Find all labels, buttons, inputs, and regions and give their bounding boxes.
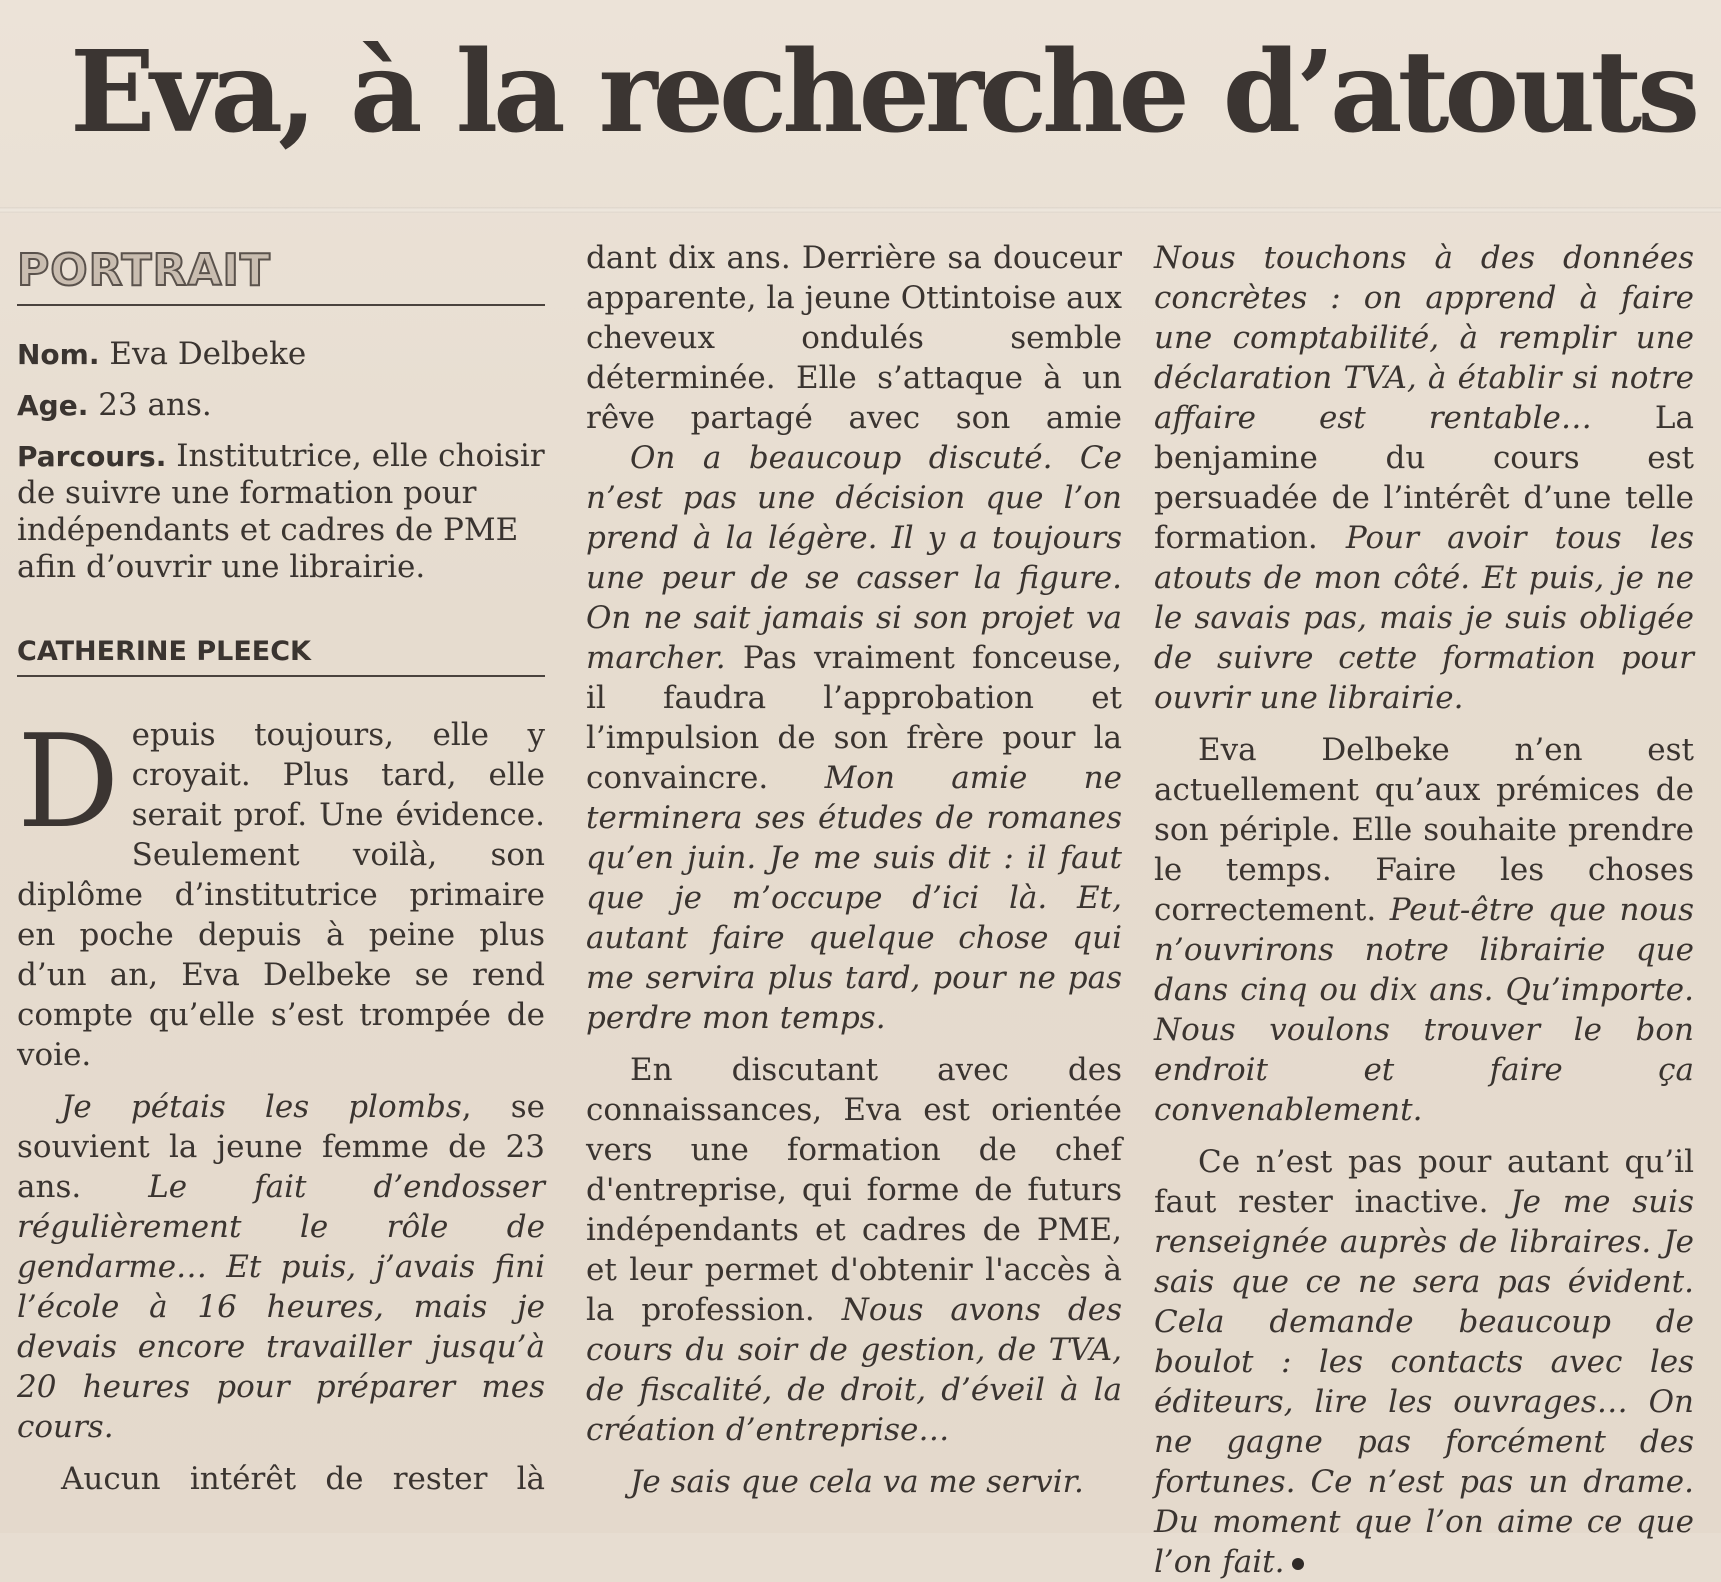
paragraph-7	[1154, 730, 1694, 1130]
quote: Pour avoir tous les atouts de mon côté. Et puis, je ne le savais pas, mais je suis obligée de suivre cette formation pour ouvrir une librairie.	[1154, 520, 1695, 716]
continued-paragraph-clip	[586, 238, 1122, 438]
paragraph-4	[586, 438, 1122, 1038]
quote: Je sais que cela va me servir.	[630, 1464, 1084, 1500]
paragraph-text: La benjamine du cours est persuadée de l’intérêt d’une telle formation.	[1154, 400, 1694, 556]
quote: Je pétais les plombs	[61, 1089, 462, 1125]
paragraph-1	[17, 708, 545, 1075]
paragraph-text: , se souvient la jeune femme de 23 ans.	[17, 1089, 545, 1205]
fact-key: Nom.	[17, 338, 100, 371]
paragraph-3	[17, 1459, 545, 1499]
paragraph-text: Aucun intérêt de rester là	[61, 1461, 545, 1497]
paragraph-text: Eva Delbeke n’en est actuellement qu’aux prémices de son périple. Elle souhaite prendre le temps. Faire les choses correctement.	[1154, 732, 1694, 928]
paper-fold	[0, 207, 1721, 213]
paragraph-6-continued	[1154, 238, 1694, 718]
paragraph-text: epuis toujours, elle y croyait. Plus tard, elle serait prof. Une évidence. Seulement voilà, son diplôme d’institutrice primaire en poche depuis à peine plus d’un an, Eva Delbeke se rend compte qu’elle s’est trompée de voie.	[17, 717, 545, 1073]
section-label: PORTRAIT	[17, 244, 545, 306]
paragraph-text: En discutant avec des connaissances, Eva est orientée vers une formation de chef d'entreprise, qui forme de futurs indépendants et cadres de PME, et leur permet d'obtenir l'accès à la profession.	[586, 1052, 1122, 1328]
fact-value: Institutrice, elle choisir de suivre une formation pour indépendants et cadres de PME afin d’ouvrir une librairie.	[17, 438, 545, 585]
end-mark-icon	[1292, 1558, 1304, 1570]
fact-key: Age.	[17, 389, 89, 422]
drop-cap: D	[17, 708, 120, 857]
quote: Nous avons des cours du soir de gestion, de TVA, de fiscalité, de droit, d’éveil à la création d’entreprise…	[586, 1292, 1122, 1448]
fact-parcours	[17, 438, 545, 586]
fact-name	[17, 336, 545, 373]
quote: Peut-être que nous n’ouvrirons notre librairie que dans cinq ou dix ans. Qu’importe. Nous voulons trouver le bon endroit et faire ça convenablement.	[1154, 892, 1695, 1128]
paragraph-2	[17, 1087, 545, 1447]
quote: Mon amie ne terminera ses études de romanes qu’en juin. Je me suis dit : il faut que je m’occupe d’ici là. Et, autant faire quelque chose qui me servira plus tard, pour ne pas perdre mon temps.	[586, 760, 1122, 1036]
paragraph-3-tail	[586, 238, 1122, 438]
column-1	[17, 238, 545, 1499]
headline: Eva, à la recherche d’atouts	[70, 27, 1696, 158]
column-2	[586, 238, 1122, 1502]
quote: On a beaucoup discuté. Ce n’est pas une décision que l’on prend à la légère. Il y a toujours une peur de se casser la figure. On ne sait jamais si son projet va marcher.	[586, 440, 1122, 676]
paragraph-text: Ce n’est pas pour autant qu’il faut rester inactive.	[1154, 1144, 1694, 1220]
fact-key: Parcours.	[17, 440, 167, 473]
paragraph-6	[586, 1462, 1122, 1502]
quote: Nous touchons à des données concrètes : on apprend à faire une comptabilité, à remplir une déclaration TVA, à établir si notre affaire est rentable…	[1154, 240, 1694, 436]
paragraph-text: dant dix ans. Derrière sa douceur apparente, la jeune Ottintoise aux cheveux ondulés semble déterminée. Elle s’attaque à un rêve partagé avec son amie	[586, 240, 1122, 436]
fact-box	[17, 336, 545, 586]
fact-value: Eva Delbeke	[109, 336, 307, 372]
fact-age	[17, 387, 545, 424]
article-body-start	[17, 708, 545, 1499]
fact-value: 23 ans.	[98, 387, 212, 423]
paragraph-text: Pas vraiment fonceuse, il faudra l’approbation et l’impulsion de son frère pour la convaincre.	[586, 640, 1122, 796]
column-3	[1154, 238, 1694, 1582]
paragraph-5	[586, 1050, 1122, 1450]
paragraph-8	[1154, 1142, 1694, 1582]
byline: CATHERINE PLEECK	[17, 636, 545, 677]
quote: Je me suis renseignée auprès de libraires. Je sais que ce ne sera pas évident. Cela demande beaucoup de boulot : les contacts avec les éditeurs, lire les ouvrages… On ne gagne pas forcément des fortunes. Ce n’est pas un drame. Du moment que l’on aime ce que l’on fait.	[1154, 1184, 1695, 1580]
quote: Le fait d’endosser régulièrement le rôle de gendarme… Et puis, j’avais fini l’école à 16 heures, mais je devais encore travailler jusqu’à 20 heures pour préparer mes cours.	[17, 1169, 545, 1445]
